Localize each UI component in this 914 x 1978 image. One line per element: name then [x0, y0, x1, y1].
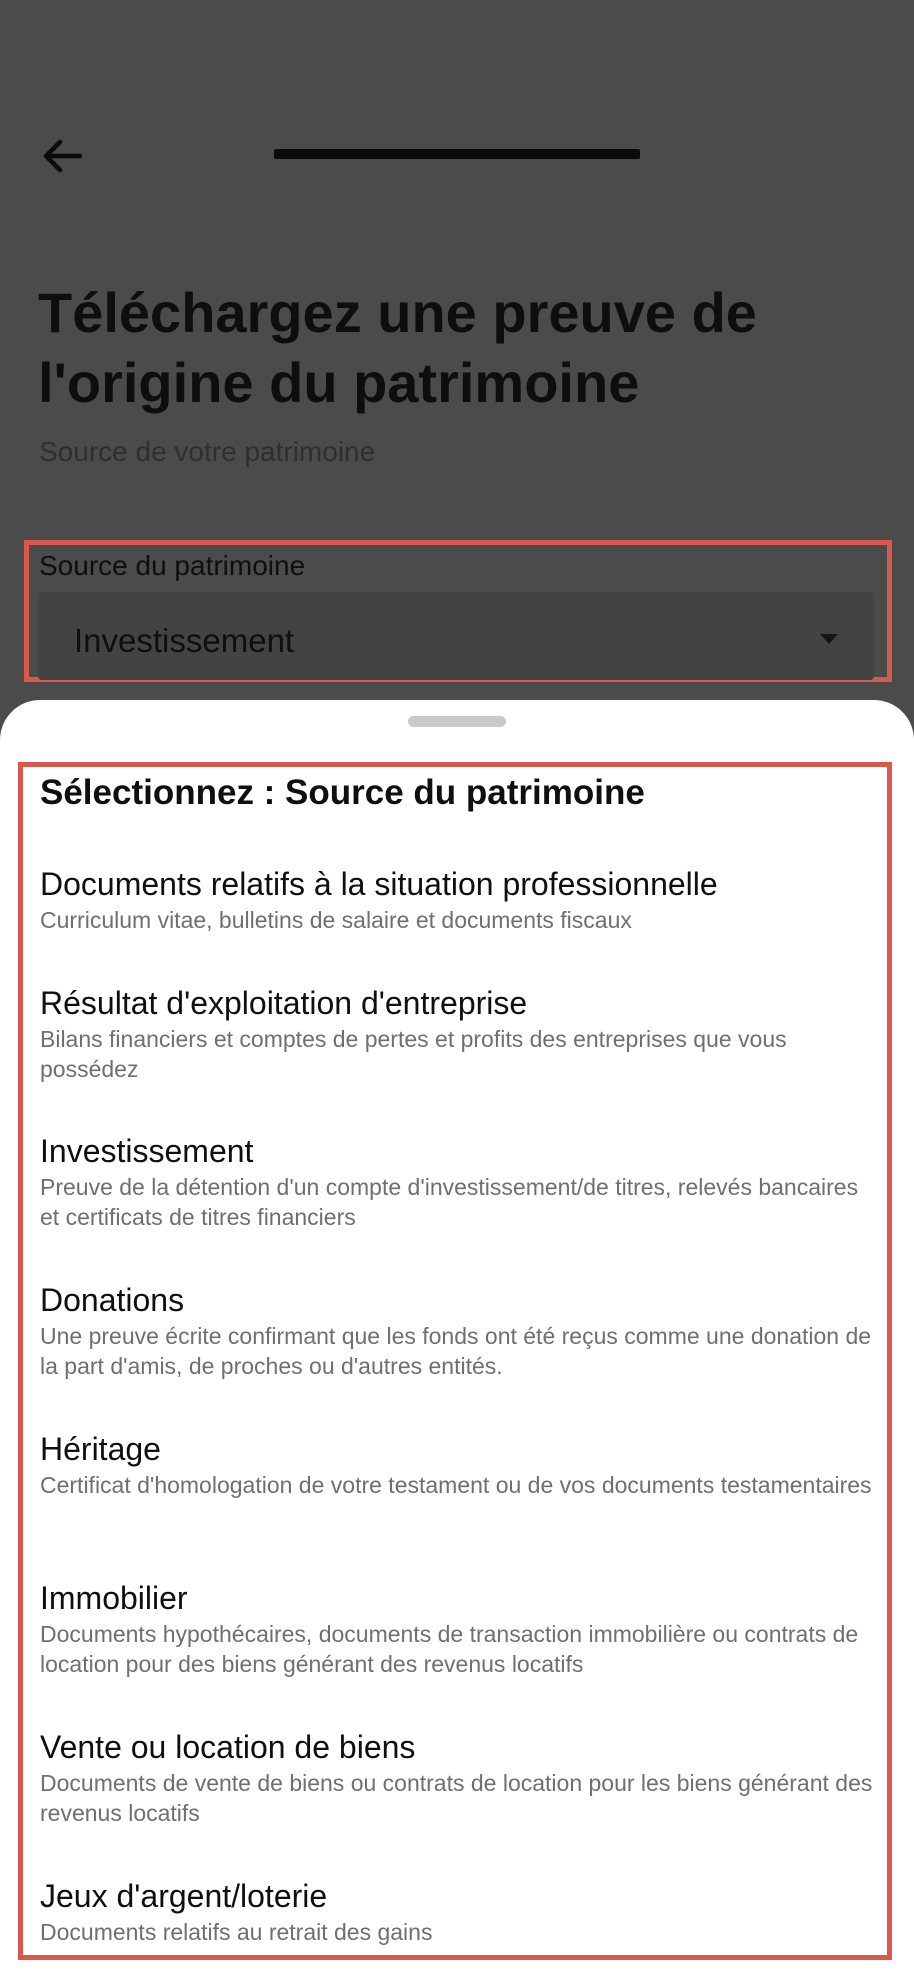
option-description: Documents relatifs au retrait des gains	[40, 1919, 433, 1945]
option-description: Documents de vente de biens ou contrats de location pour les biens générant des revenus locatifs	[40, 1770, 873, 1826]
option-title: Jeux d'argent/loterie	[40, 1878, 328, 1914]
option-item[interactable]	[40, 1579, 880, 1679]
arrow-left-icon	[42, 138, 82, 174]
progress-bar	[274, 149, 640, 159]
option-item[interactable]	[40, 1132, 880, 1232]
page-subtitle: Source de votre patrimoine	[39, 436, 376, 467]
option-title: Donations	[40, 1282, 185, 1318]
option-item[interactable]	[40, 1430, 880, 1500]
back-button[interactable]	[36, 130, 88, 182]
option-description: Une preuve écrite confirmant que les fonds ont été reçus comme une donation de la part d'amis, de proches ou d'autres entités.	[40, 1323, 872, 1379]
option-item[interactable]	[40, 1281, 880, 1381]
source-select-value: Investissement	[74, 622, 295, 659]
source-select[interactable]	[38, 592, 874, 680]
option-item[interactable]	[40, 865, 880, 935]
option-description: Bilans financiers et comptes de pertes et profits des entreprises que vous possédez	[40, 1026, 787, 1082]
option-title: Immobilier	[40, 1580, 188, 1616]
caret-down-icon	[820, 634, 838, 644]
sheet-title: Sélectionnez : Source du patrimoine	[40, 773, 645, 812]
source-field-label: Source du patrimoine	[39, 550, 306, 581]
option-description: Certificat d'homologation de votre testament ou de vos documents testamentaires	[40, 1472, 872, 1498]
option-description: Documents hypothécaires, documents de transaction immobilière ou contrats de location pour des biens générant des revenus locatifs	[40, 1621, 859, 1677]
page-title: Téléchargez une preuve de l'origine du patrimoine	[38, 281, 757, 414]
option-description: Preuve de la détention d'un compte d'investissement/de titres, relevés bancaires et certificats de titres financiers	[40, 1174, 859, 1230]
option-title: Vente ou location de biens	[40, 1729, 416, 1765]
option-item[interactable]	[40, 1728, 880, 1828]
option-title: Héritage	[40, 1431, 161, 1467]
sheet-drag-handle[interactable]	[408, 716, 506, 727]
option-title: Investissement	[40, 1133, 254, 1169]
option-title: Documents relatifs à la situation professionnelle	[40, 866, 718, 902]
option-title: Résultat d'exploitation d'entreprise	[40, 985, 528, 1021]
option-item[interactable]	[40, 984, 880, 1084]
option-item[interactable]	[40, 1877, 880, 1947]
option-description: Curriculum vitae, bulletins de salaire et documents fiscaux	[40, 907, 632, 933]
